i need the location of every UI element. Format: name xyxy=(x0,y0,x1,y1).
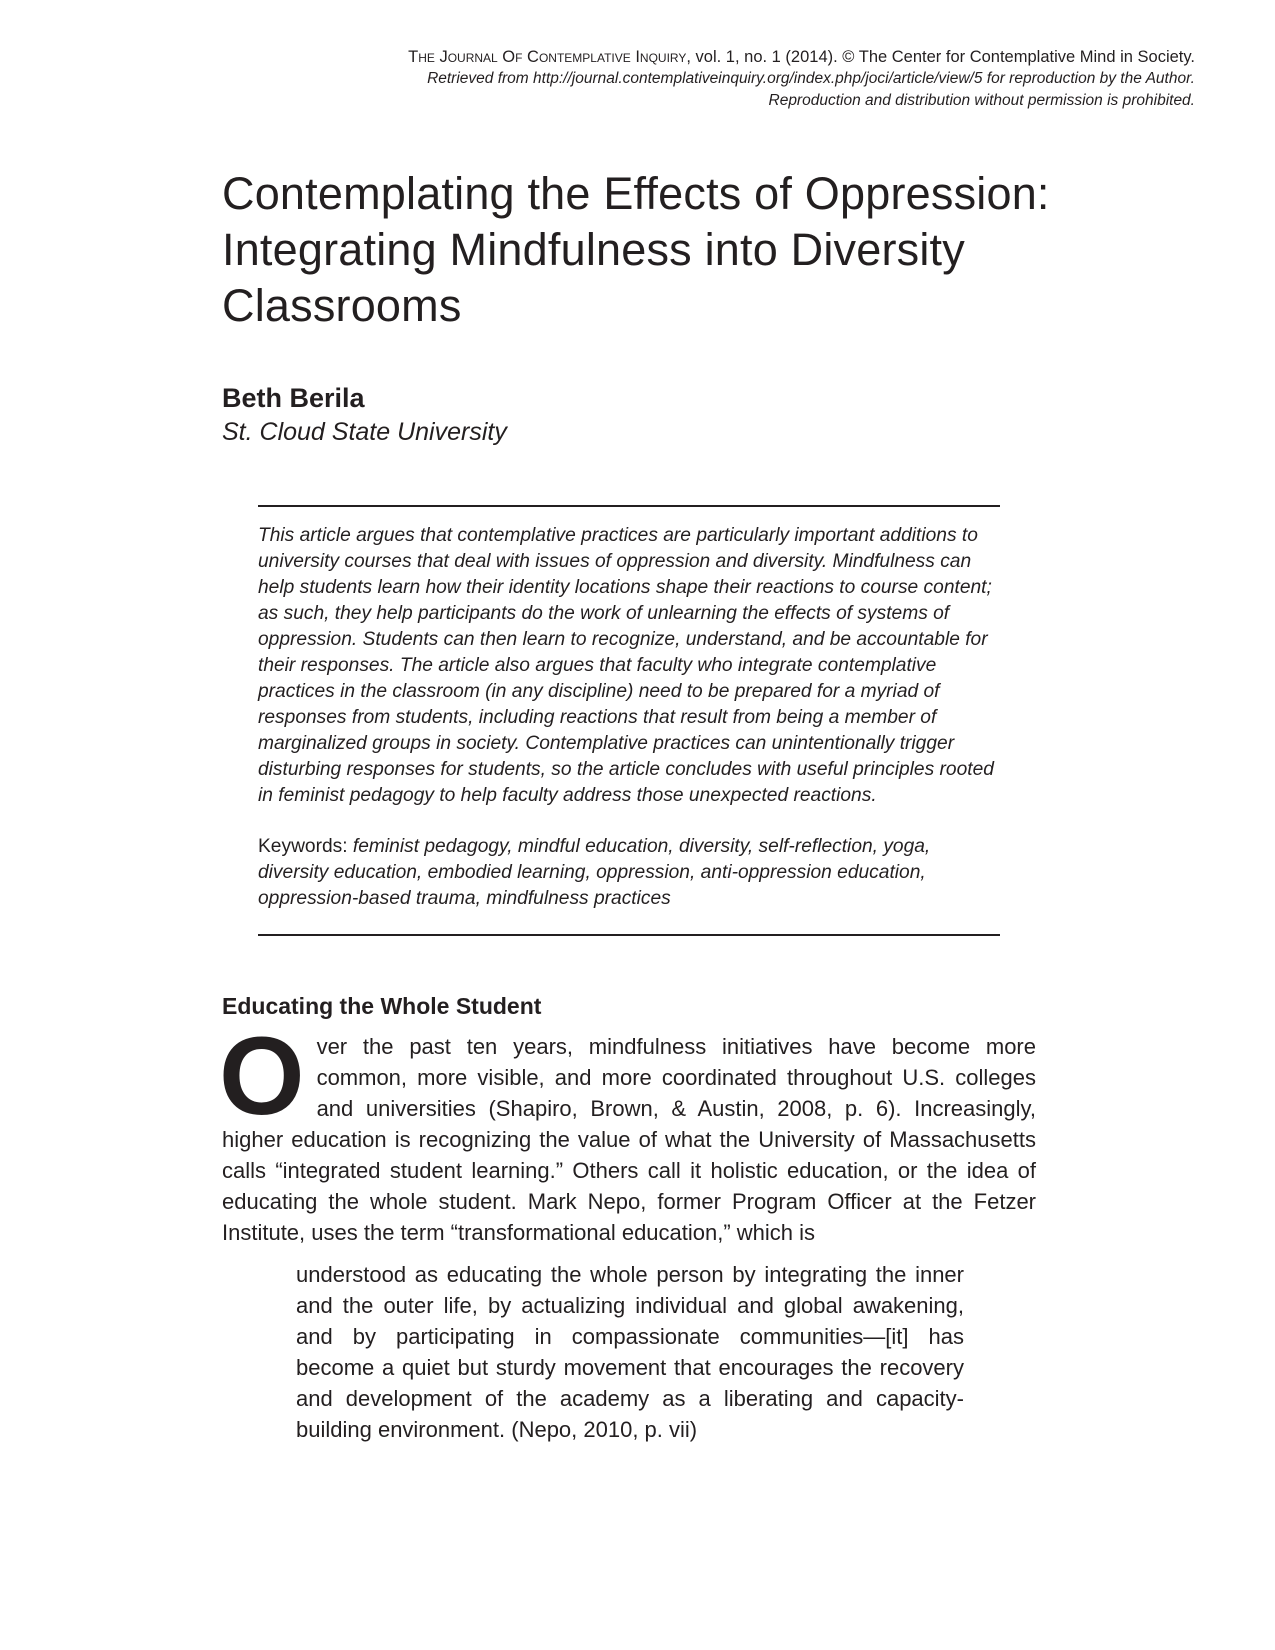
journal-name: The Journal Of Contemplative Inquiry xyxy=(408,48,687,66)
author-name: Beth Berila xyxy=(222,383,365,413)
author-affiliation: St. Cloud State University xyxy=(222,418,507,446)
citation-details: , vol. 1, no. 1 (2014). © The Center for Contemplative Mind in Society. xyxy=(686,48,1195,66)
keywords-label: Keywords: xyxy=(258,836,353,857)
title-line-3: Classrooms xyxy=(222,280,462,331)
paragraph-text: ver the past ten years, mindfulness initiatives have become more common, more visible, and more coordinated throughout U.S. colleges and universities (Shapiro, Brown, & Austin, 2008, p. 6). Increasingly, higher education is recognizing the value of what the University of Massachusetts calls “integrated student learning.” Others call it holistic education, or the idea of educating the whole student. Mark Nepo, former Program Officer at the Fetzer Institute, uses the term “transformational education,” which is xyxy=(222,1034,1036,1245)
title-line-2: Integrating Mindfulness into Diversity xyxy=(222,224,965,275)
abstract-text: This article argues that contemplative practices are particularly important additions to university courses that deal with issues of oppression and diversity. Mindfulness can help students learn how their identity locations shape their reactions to course content; as such, they help participants do the work of unlearning the effects of systems of oppression. Students can then learn to recognize, understand, and be accountable for their responses. The article also argues that faculty who integrate contemplative practices in the classroom (in any discipline) need to be prepared for a myriad of responses from students, including reactions that result from being a member of marginalized groups in society. Contemplative practices can unintentionally trigger disturbing responses for students, so the article concludes with useful principles rooted in feminist pedagogy to help faculty address those unexpected reactions. xyxy=(258,525,994,806)
drop-cap: O xyxy=(219,1015,305,1138)
keywords-list: feminist pedagogy, mindful education, diversity, self-reflection, yoga, diversity education, embodied learning, oppression, anti-oppression education, oppression-based trauma, mindfulness practices xyxy=(258,836,931,909)
article-title xyxy=(222,166,1122,334)
title-line-1: Contemplating the Effects of Oppression: xyxy=(222,168,1050,219)
block-quote: understood as educating the whole person by integrating the inner and the outer life, by actualizing individual and global awakening, and by participating in compassionate communities—[it] has become a quiet but sturdy movement that encourages the recovery and development of the academy as a liberating and capacity-building environment. (Nepo, 2010, p. vii) xyxy=(296,1262,964,1442)
journal-header xyxy=(408,46,1195,112)
body-paragraph xyxy=(219,1015,1036,1248)
section-heading: Educating the Whole Student xyxy=(222,993,542,1019)
abstract-bottom-rule xyxy=(258,934,1000,936)
abstract-top-rule xyxy=(258,505,1000,507)
keywords xyxy=(258,834,1003,912)
reproduction-notice: Reproduction and distribution without permission is prohibited. xyxy=(768,92,1195,109)
citation-line xyxy=(408,46,1195,68)
retrieved-line: Retrieved from http://journal.contemplativeinquiry.org/index.php/joci/article/view/5 for reproduction by the Author. xyxy=(427,70,1195,87)
